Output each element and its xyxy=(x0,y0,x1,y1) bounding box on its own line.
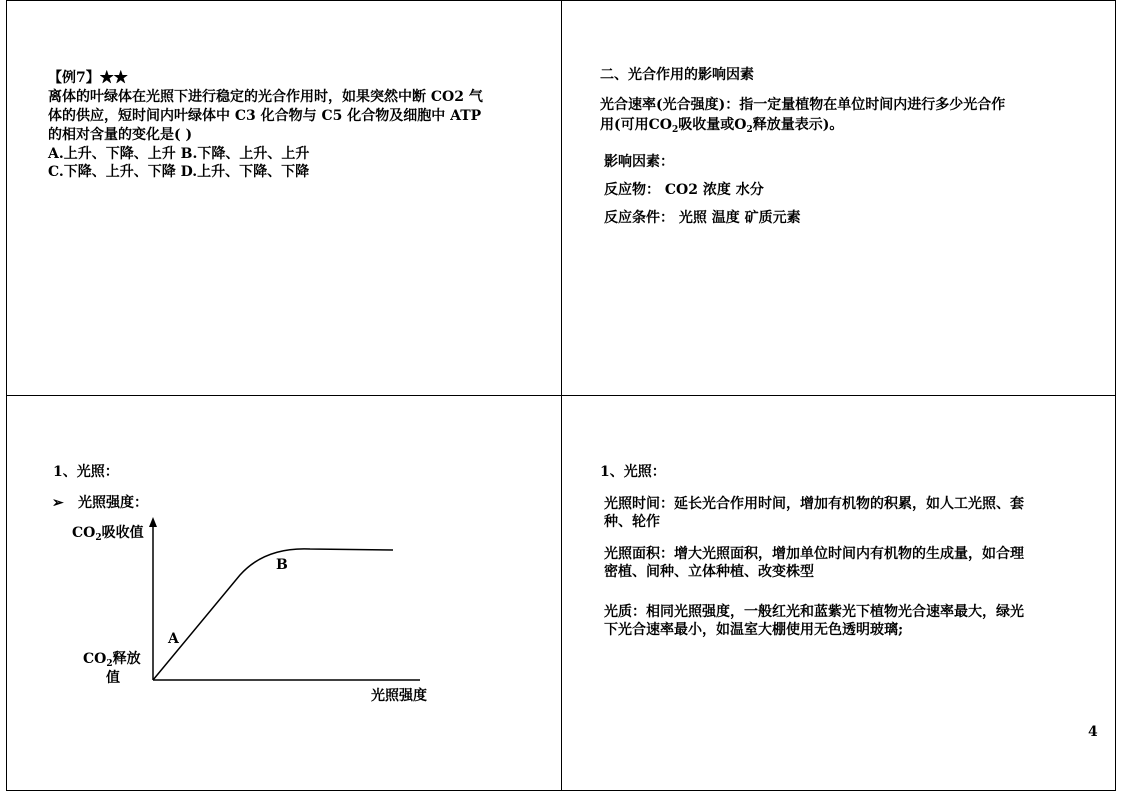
point-b-label: B xyxy=(276,557,288,573)
y-axis-label-bottom-2: 值 xyxy=(106,670,120,686)
factors-label: 影响因素： xyxy=(604,154,674,170)
option-line-cd: C.下降、上升、下降 D.上升、下降、下降 xyxy=(48,164,310,180)
light-time-line-1: 光照时间：延长光合作用时间，增加有机物的积累，如人工光照、套 xyxy=(604,496,1024,512)
reactants-line: 反应物： CO2 浓度 水分 xyxy=(604,182,764,198)
rate-definition-line-2: 用(可用$CO_2$吸收量或$O_2$释放量表示)。 xyxy=(600,117,844,135)
y-axis-label-top: $CO_2$吸收值 xyxy=(72,525,144,543)
question-line-2: 体的供应，短时间内叶绿体中 C3 化合物与 C5 化合物及细胞中 ATP xyxy=(48,108,482,124)
x-axis-label: 光照强度 xyxy=(371,688,427,704)
light-heading: 1、光照： xyxy=(53,464,119,480)
question-line-1: 离体的叶绿体在光照下进行稳定的光合作用时，如果突然中断 CO2 气 xyxy=(48,89,483,105)
light-area-line-1: 光照面积：增大光照面积，增加单位时间内有机物的生成量，如合理 xyxy=(604,546,1024,562)
example-title: 【例7】★★ xyxy=(48,70,128,86)
question-line-3: 的相对含量的变化是( ) xyxy=(48,127,193,143)
option-line-ab: A.上升、下降、上升 B.下降、上升、上升 xyxy=(48,146,310,162)
conditions-line: 反应条件： 光照 温度 矿质元素 xyxy=(604,210,801,226)
y-axis-label-bottom: $CO_2$释放 xyxy=(83,651,141,669)
section-heading: 二、光合作用的影响因素 xyxy=(600,67,754,83)
light-quality-line-1: 光质：相同光照强度，一般红光和蓝紫光下植物光合速率最大，绿光 xyxy=(604,604,1024,620)
light-time-line-2: 种、轮作 xyxy=(604,514,660,530)
point-a-label: A xyxy=(168,631,179,647)
y-axis-arrow xyxy=(149,517,157,527)
light-intensity-subheading: 光照强度： xyxy=(78,495,148,511)
light-heading-2: 1、光照： xyxy=(600,464,666,480)
light-response-curve xyxy=(153,549,393,680)
light-area-line-2: 密植、间种、立体种植、改变株型 xyxy=(604,564,814,580)
page-number: 4 xyxy=(1088,724,1098,740)
light-intensity-chart xyxy=(60,515,450,690)
horizontal-divider xyxy=(6,395,1116,396)
bullet-icon: ➢ xyxy=(52,495,64,511)
light-quality-line-2: 下光合速率最小，如温室大棚使用无色透明玻璃; xyxy=(604,622,904,638)
rate-definition-line-1: 光合速率(光合强度)：指一定量植物在单位时间内进行多少光合作 xyxy=(600,97,1006,113)
